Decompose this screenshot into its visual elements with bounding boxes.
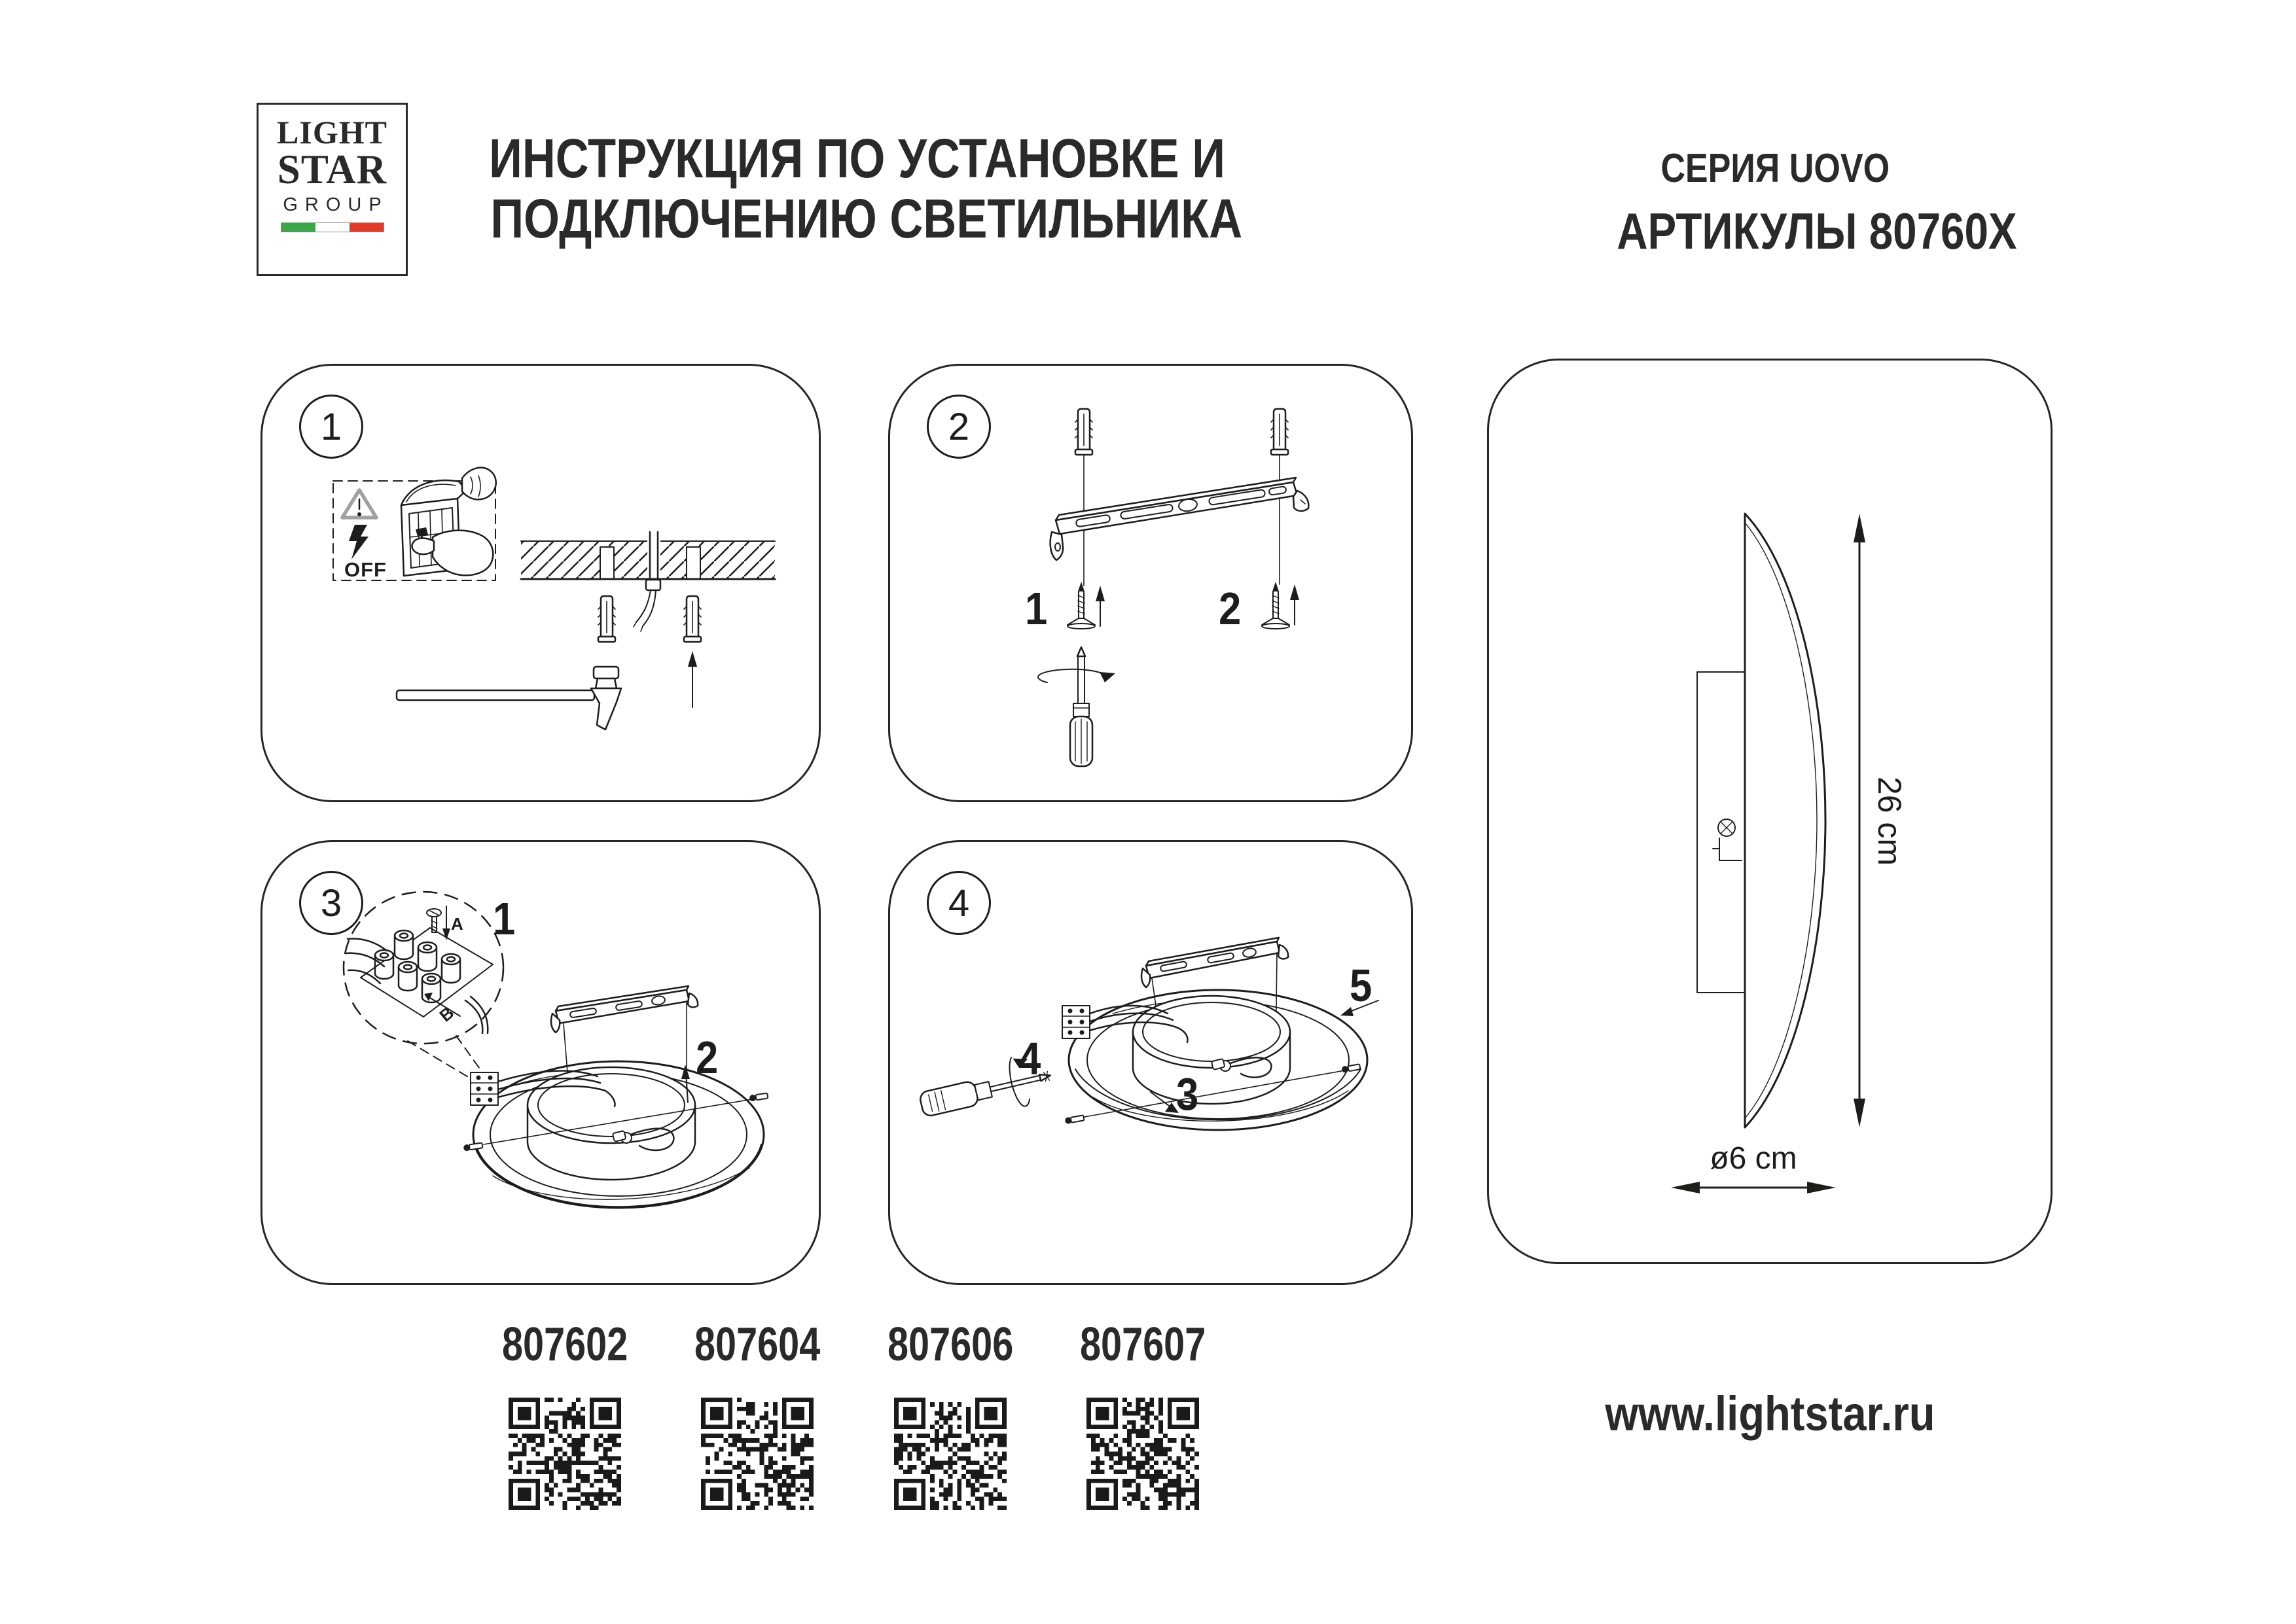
lamp-base-illustration xyxy=(1062,938,1378,1130)
lightning-icon xyxy=(349,525,368,559)
callout-number: 1 xyxy=(493,893,516,944)
article-item xyxy=(679,1318,836,1510)
article-item xyxy=(1064,1318,1221,1510)
screw-icon xyxy=(1067,582,1095,629)
website-label: www.lightstar.ru xyxy=(1604,1386,1935,1441)
qr-code xyxy=(509,1398,621,1510)
step-badge-1: 1 xyxy=(299,395,363,459)
lamp-base-illustration xyxy=(463,986,768,1208)
lamp-profile xyxy=(1745,514,1825,1127)
warning-triangle-icon xyxy=(342,490,376,518)
wall-plug-icon xyxy=(1271,409,1288,455)
title-line-1: ИНСТРУКЦИЯ ПО УСТАНОВКЕ И xyxy=(489,128,1225,189)
article-series-label: АРТИКУЛЫ 80760X xyxy=(1617,202,2017,260)
arrow-up-icon xyxy=(688,651,697,707)
article-code: 807607 xyxy=(1080,1318,1206,1371)
screw-icon xyxy=(1262,582,1289,629)
logo-group: GROUP xyxy=(283,194,389,215)
qr-code xyxy=(894,1398,1007,1510)
hammer-icon xyxy=(397,667,621,730)
side-view-panel xyxy=(1487,359,2053,1264)
step-badge-4: 4 xyxy=(927,871,991,935)
flag-red xyxy=(350,223,384,232)
flag-green xyxy=(281,223,315,232)
ceiling-illustration xyxy=(521,531,775,631)
screwdriver-icon xyxy=(1038,647,1115,766)
logo-light: LIGHT xyxy=(277,114,387,150)
screw1-label: 1 xyxy=(1025,583,1048,634)
height-dimension xyxy=(1854,514,1865,1127)
article-item xyxy=(486,1318,643,1510)
callout-pointer xyxy=(408,1036,482,1078)
step-badge-3: 3 xyxy=(299,871,363,935)
italian-flag-icon xyxy=(281,222,384,232)
article-code: 807602 xyxy=(502,1318,628,1371)
wall-plug-icon xyxy=(598,596,615,642)
terminal-block-icon xyxy=(471,1072,498,1105)
arrow-up-icon xyxy=(1096,584,1299,626)
screw-number: 2 xyxy=(696,1032,719,1083)
wall-plug-icon xyxy=(1075,409,1092,455)
screw2-label: 2 xyxy=(1219,583,1242,634)
hand-switch-illustration xyxy=(401,468,496,576)
qr-code xyxy=(701,1398,814,1510)
detail-b-label: B xyxy=(435,1002,458,1026)
article-item xyxy=(872,1318,1029,1510)
step-panel-1 xyxy=(260,364,821,802)
detail-a-label: A xyxy=(451,914,463,934)
label-3: 3 xyxy=(1176,1068,1199,1120)
diameter-dimension xyxy=(1671,1182,1836,1193)
step-badge-2: 2 xyxy=(927,395,991,459)
article-code: 807606 xyxy=(888,1318,1014,1371)
mounting-bracket-illustration xyxy=(1050,478,1309,560)
terminal-detail-illustration xyxy=(346,906,493,1033)
wall-plug-icon xyxy=(684,596,701,642)
label-5: 5 xyxy=(1350,960,1372,1011)
lightstar-logo xyxy=(257,103,408,276)
step-panel-4 xyxy=(888,840,1413,1285)
logo-star: STAR xyxy=(277,147,387,192)
title-line-2: ПОДКЛЮЧЕНИЮ СВЕТИЛЬНИКА xyxy=(490,188,1243,249)
step-panel-2 xyxy=(888,364,1413,802)
step-panel-3 xyxy=(260,840,821,1285)
lamp-side-illustration xyxy=(1489,361,2054,1266)
flag-white xyxy=(315,223,350,232)
diameter-label: ø6 cm xyxy=(1710,1141,1797,1176)
terminal-block-icon xyxy=(1062,1006,1090,1038)
height-label: 26 cm xyxy=(1871,776,1908,866)
qr-code xyxy=(1086,1398,1199,1510)
label-4: 4 xyxy=(1018,1033,1041,1084)
page-title xyxy=(419,128,1270,249)
article-code: 807604 xyxy=(694,1318,821,1371)
off-label: OFF xyxy=(344,558,387,581)
series-label: СЕРИЯ UOVO xyxy=(1660,146,1890,191)
mounting-box xyxy=(1697,672,1745,993)
